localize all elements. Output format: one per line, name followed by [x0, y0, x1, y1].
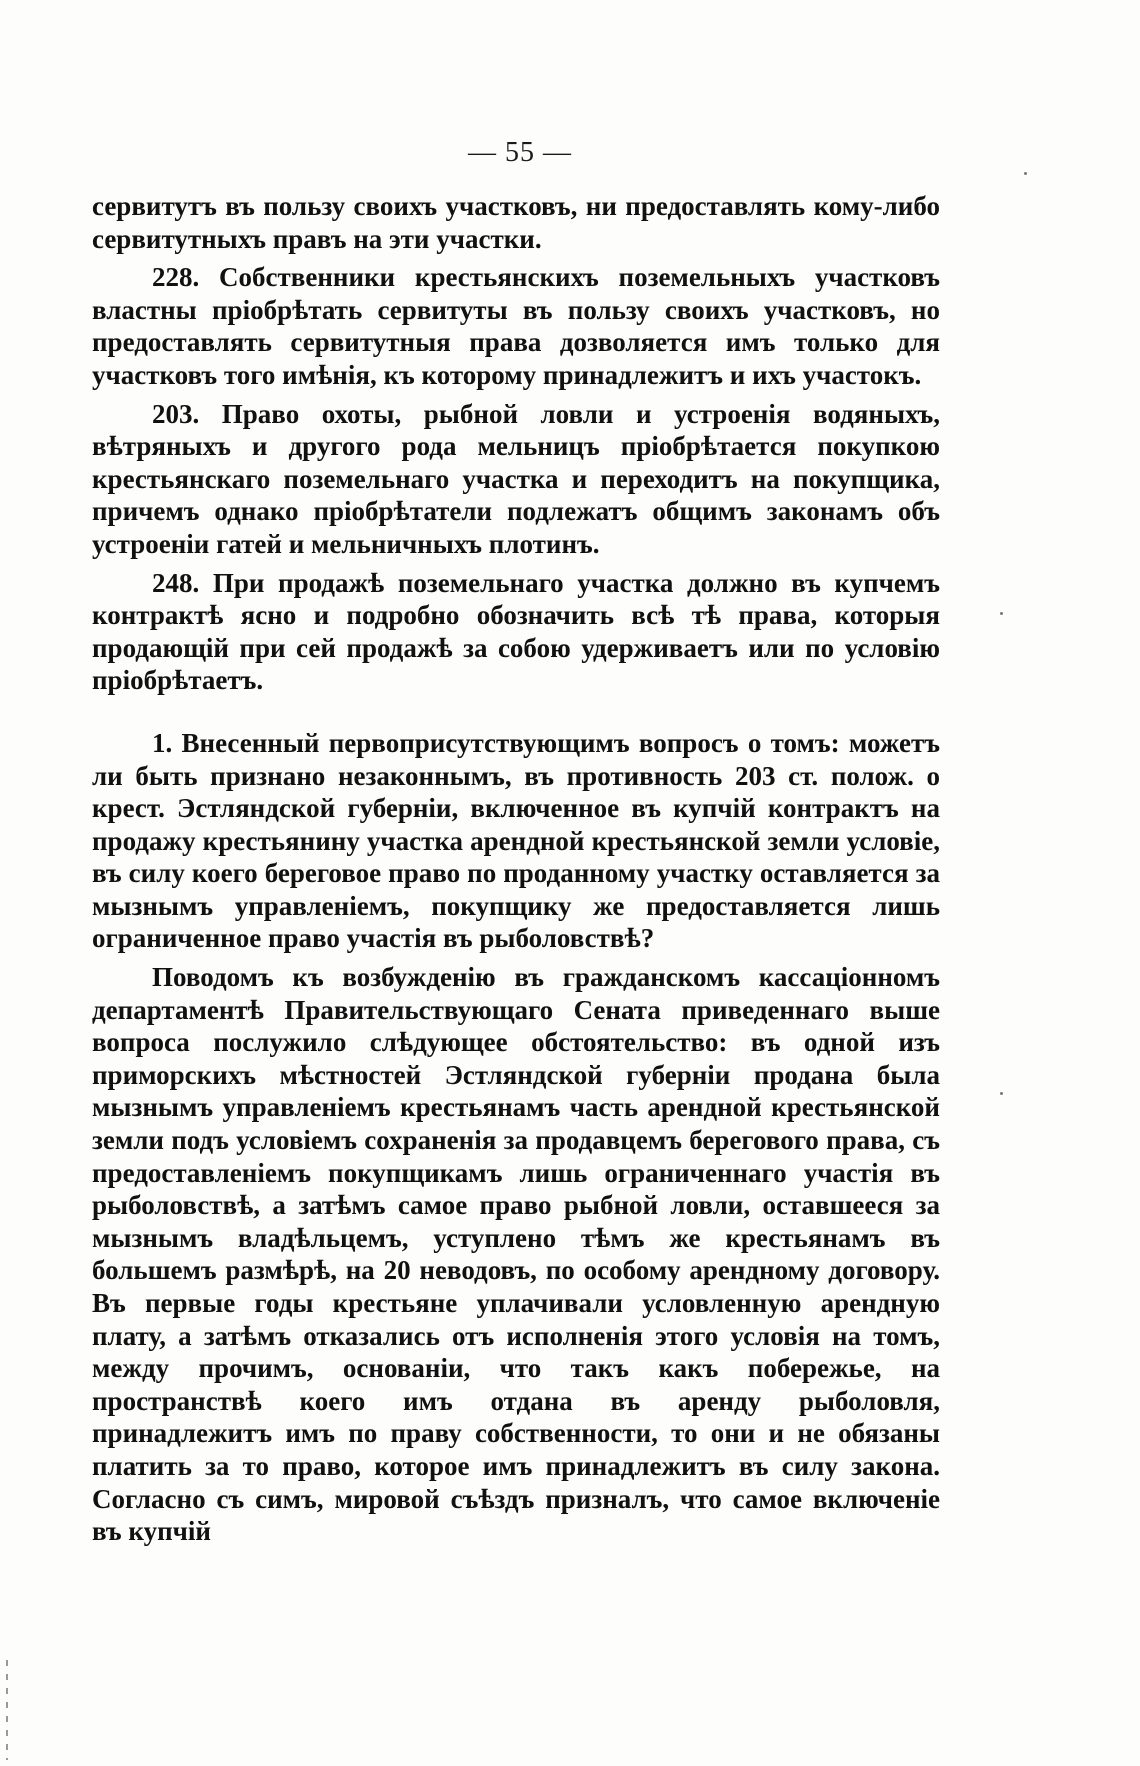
paragraph-article-203: 203. Право охоты, рыбной ловли и устроенія водяныхъ, вѣтряныхъ и другого рода мельницъ пріобрѣтается покупкою крестьянскаго поземельнаго участка и переходитъ на покупщика, причемъ однако пріобрѣтатели подлежатъ общимъ законамъ объ устроеніи гатей и мельничныхъ плотинъ. [92, 398, 940, 559]
paragraph-continuation: сервитутъ въ пользу своихъ участковъ, ни предоставлять кому-либо сервитутныхъ правъ на эти участки. [92, 191, 940, 254]
scan-speck [1024, 172, 1027, 175]
paragraph-article-228: 228. Собственники крестьянскихъ поземельныхъ участковъ властны пріобрѣтать сервитуты въ пользу своихъ участковъ, но предоставлять сервитутныя права дозволяется имъ только для участковъ того имѣнія, къ которому принадлежитъ и ихъ участокъ. [92, 262, 940, 390]
page-number: — 55 — [468, 137, 572, 168]
scan-edge-mark [6, 1660, 8, 1760]
paragraph-article-248: 248. При продажѣ поземельнаго участка должно въ купчемъ контрактѣ ясно и подробно обозначить всѣ тѣ права, которыя продающій при сей продажѣ за собою удерживаетъ или по условію пріобрѣтаетъ. [92, 567, 940, 696]
scan-speck [1000, 1092, 1003, 1095]
scan-speck [1000, 612, 1003, 615]
paragraph-question-1: 1. Внесенный первоприсутствующимъ вопросъ о томъ: можетъ ли быть признано незаконнымъ, въ противность 203 ст. полож. о крест. Эстляндской губерніи, включенное въ купчій контрактъ на продажу крестьянину участка арендной крестьянской земли условіе, въ силу коего береговое право по проданному участку оставляется за мызнымъ управленіемъ, покупщику же предоставляется лишь ограниченное право участія въ рыболовствѣ? [92, 727, 940, 954]
paragraph-case-description: Поводомъ къ возбужденію въ гражданскомъ кассаціонномъ департаментѣ Правительствующаго Сената приведеннаго выше вопроса послужило слѣдующее обстоятельство: въ одной изъ приморскихъ мѣстностей Эстляндской губерніи продана была мызнымъ управленіемъ крестьянамъ часть арендной крестьянской земли подъ условіемъ сохраненія за продавцемъ берегового права, съ предоставленіемъ покупщикамъ лишь ограниченнаго участія въ рыболовствѣ, а затѣмъ самое право рыбной ловли, оставшееся за мызнымъ владѣльцемъ, уступлено тѣмъ же крестьянамъ въ большемъ размѣрѣ, на 20 неводовъ, по особому арендному договору. Въ первые годы крестьяне уплачивали условленную арендную плату, а затѣмъ отказались отъ исполненія этого условія на томъ, между прочимъ, основаніи, что такъ какъ побережье, на пространствѣ коего имъ отдана въ аренду рыболовля, принадлежитъ имъ по праву собственности, то они и не обязаны платить за то право, которое имъ принадлежитъ въ силу закона. Согласно съ симъ, мировой съѣздъ призналъ, что самое включеніе въ купчій [92, 962, 940, 1547]
page-body [92, 190, 940, 1548]
